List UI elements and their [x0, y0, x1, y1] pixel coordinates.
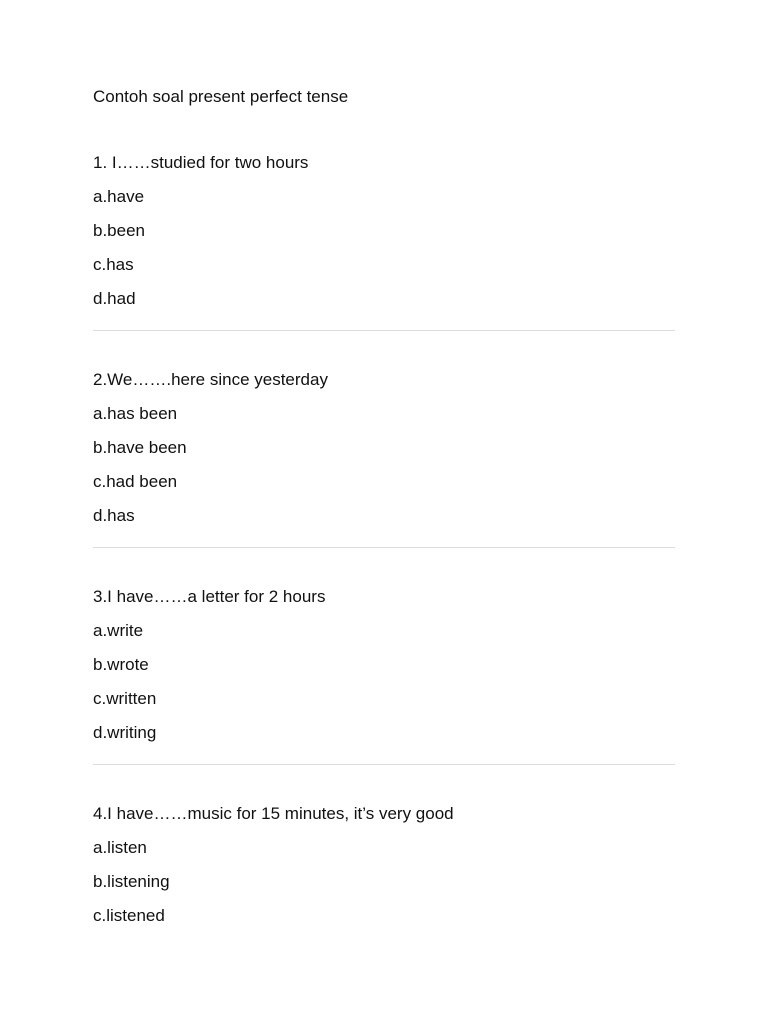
answer-option-d: d.has: [93, 506, 135, 525]
answer-option-b: b.wrote: [93, 655, 149, 674]
answer-option-a: a.listen: [93, 838, 147, 857]
answer-option-b: b.been: [93, 221, 145, 240]
question-1: [93, 152, 675, 331]
question-4: [93, 803, 675, 927]
answer-option-c: c.listened: [93, 906, 165, 925]
answer-option-b: b.have been: [93, 438, 187, 457]
question-text: 1. I……studied for two hours: [93, 153, 309, 172]
answer-option-d: d.had: [93, 289, 136, 308]
answer-option-b: b.listening: [93, 872, 170, 891]
answer-option-c: c.has: [93, 255, 134, 274]
answer-option-c: c.had been: [93, 472, 178, 491]
answer-option-a: a.write: [93, 621, 144, 640]
section-divider: [93, 764, 675, 765]
answer-option-c: c.written: [93, 689, 157, 708]
answer-option-d: d.writing: [93, 723, 157, 742]
question-text: 2.We…….here since yesterday: [93, 370, 328, 389]
section-divider: [93, 547, 675, 548]
question-3: [93, 586, 675, 765]
answer-option-a: a.have: [93, 187, 145, 206]
question-text: 4.I have……music for 15 minutes, it’s very good: [93, 804, 454, 823]
answer-option-a: a.has been: [93, 404, 178, 423]
question-2: [93, 369, 675, 548]
document-page: [93, 86, 675, 927]
document-title: Contoh soal present perfect tense: [93, 87, 349, 106]
section-divider: [93, 330, 675, 331]
question-text: 3.I have……a letter for 2 hours: [93, 587, 326, 606]
